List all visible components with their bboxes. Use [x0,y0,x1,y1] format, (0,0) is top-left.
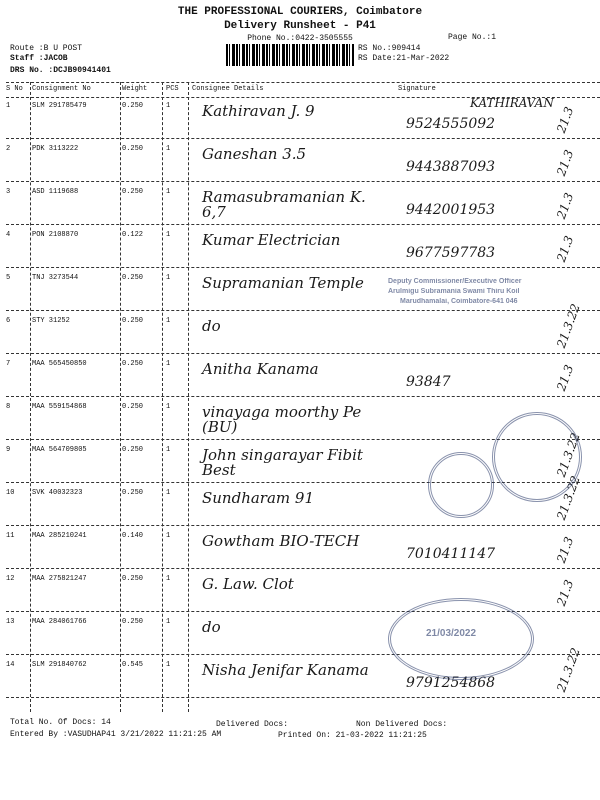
total-docs: Total No. Of Docs: 14 [10,718,111,727]
printed-on: Printed On: 21-03-2022 11:21:25 [278,731,427,740]
signature-phone: 9442001953 [406,202,496,218]
row-consignment: PDK 3113222 [32,145,79,153]
signature-phone: 9677597783 [406,245,496,261]
courier-seal [428,452,494,518]
row-weight: 0.250 [122,403,144,411]
circular-seal [492,412,582,502]
signature-phone: 9524555092 [406,116,496,132]
signature-phone: 93847 [406,374,451,390]
col-consignment: Consignment No [32,85,91,93]
phone-number: Phone No.:0422-3505555 [247,34,353,43]
consignee-handwriting: G. Law. Clot [202,575,294,593]
table-row [6,569,600,612]
page-number: Page No.:1 [448,33,497,42]
row-pcs: 1 [166,661,171,669]
consignee-handwriting: do [202,618,221,636]
seal-date: 21/03/2022 [426,628,477,639]
consignee-handwriting: Anitha Kanama [202,360,319,378]
row-sno: 4 [6,231,11,239]
row-weight: 0.250 [122,489,144,497]
row-consignment: MAA 284061766 [32,618,87,626]
row-sno: 3 [6,188,11,196]
delivery-date-handwriting: 21.3.22 [554,430,583,479]
table-row [6,139,600,182]
row-sno: 7 [6,360,11,368]
staff: Staff :JACOB [10,54,68,63]
temple-seal [388,598,534,680]
row-weight: 0.140 [122,532,144,540]
consignee-handwriting: Sundharam 91 [202,489,314,507]
table-row [6,96,600,139]
table-row [6,182,600,225]
row-weight: 0.250 [122,360,144,368]
signature-name: KATHIRAVAN [470,96,554,110]
row-pcs: 1 [166,102,171,110]
row-sno: 14 [6,661,15,669]
row-consignment: STY 31252 [32,317,70,325]
row-consignment: SLM 291785479 [32,102,87,110]
rs-number: RS No.:909414 [358,44,421,53]
row-sno: 1 [6,102,11,110]
row-sno: 8 [6,403,11,411]
row-pcs: 1 [166,274,171,282]
row-pcs: 1 [166,618,171,626]
row-pcs: 1 [166,446,171,454]
delivery-date-handwriting: 21.3 [554,147,577,178]
row-sno: 12 [6,575,15,583]
row-pcs: 1 [166,231,171,239]
non-delivered-docs: Non Delivered Docs: [356,720,448,729]
row-sno: 10 [6,489,15,497]
row-consignment: PON 2108870 [32,231,79,239]
deputy-stamp-line1: Deputy Commissioner/Executive Officer [388,278,522,285]
row-sno: 5 [6,274,11,282]
row-weight: 0.250 [122,274,144,282]
consignee-handwriting: Kathiravan J. 9 [202,102,315,120]
row-weight: 0.545 [122,661,144,669]
delivery-date-handwriting: 21.3.22 [554,473,583,522]
row-pcs: 1 [166,575,171,583]
row-weight: 0.250 [122,188,144,196]
row-consignment: MAA 565450850 [32,360,87,368]
row-weight: 0.250 [122,145,144,153]
table-row [6,526,600,569]
row-consignment: SLM 291840762 [32,661,87,669]
company-name: THE PROFESSIONAL COURIERS, Coimbatore [177,6,423,18]
entered-by: Entered By :VASUDHAP41 3/21/2022 11:21:25 AM [10,730,222,739]
consignee-handwriting: Nisha Jenifar Kanama [202,661,369,679]
delivery-date-handwriting: 21.3 [554,534,577,565]
row-consignment: MAA 275821247 [32,575,87,583]
row-consignment: ASD 1119688 [32,188,79,196]
consignee-handwriting: John singarayar Fibit Best [202,446,363,479]
consignee-handwriting: Ganeshan 3.5 [202,145,307,163]
delivery-date-handwriting: 21.3 [554,233,577,264]
row-weight: 0.250 [122,317,144,325]
consignee-handwriting: Gowtham BIO-TECH [202,532,360,550]
consignee-handwriting: vinayaga moorthy Pe (BU) [202,403,362,436]
delivery-date-handwriting: 21.3 [554,362,577,393]
consignee-handwriting: Kumar Electrician [202,231,341,249]
rs-date: RS Date:21-Mar-2022 [358,54,450,63]
row-consignment: MAA 564709805 [32,446,87,454]
delivery-date-handwriting: 21.3 [554,577,577,608]
table-row [6,225,600,268]
row-sno: 9 [6,446,11,454]
row-consignment: TNJ 3273544 [32,274,79,282]
row-pcs: 1 [166,317,171,325]
row-pcs: 1 [166,360,171,368]
row-pcs: 1 [166,188,171,196]
barcode [226,44,354,66]
row-weight: 0.122 [122,231,144,239]
delivery-date-handwriting: 21.3.22 [554,301,583,350]
col-sno: S No [6,85,23,93]
signature-phone: 9791254868 [406,675,496,691]
signature-phone: 9443887093 [406,159,496,175]
delivered-docs: Delivered Docs: [216,720,289,729]
row-pcs: 1 [166,532,171,540]
delivery-date-handwriting: 21.3 [554,190,577,221]
deputy-stamp-line3: Marudhamalai, Coimbatore-641 046 [400,298,518,305]
drs-number: DRS No. :DCJB90941401 [10,66,111,75]
row-sno: 13 [6,618,15,626]
deputy-stamp-line2: Arulmigu Subramania Swami Thiru Koil [388,288,520,295]
row-pcs: 1 [166,145,171,153]
row-consignment: MAA 285210241 [32,532,87,540]
table-row [6,354,600,397]
row-weight: 0.250 [122,618,144,626]
route: Route :B U POST [10,44,83,53]
delivery-date-handwriting: 21.3 [554,104,577,135]
row-pcs: 1 [166,489,171,497]
row-sno: 6 [6,317,11,325]
row-sno: 11 [6,532,15,540]
sheet-title: Delivery Runsheet - P41 [224,20,376,32]
delivery-date-handwriting: 21.3.22 [554,645,583,694]
row-consignment: MAA 559154868 [32,403,87,411]
row-weight: 0.250 [122,575,144,583]
col-pcs: PCS [166,85,179,93]
row-pcs: 1 [166,403,171,411]
consignee-handwriting: Ramasubramanian K. 6,7 [202,188,366,221]
row-consignment: SVK 40032323 [32,489,83,497]
row-weight: 0.250 [122,446,144,454]
consignee-handwriting: do [202,317,221,335]
col-weight: Weight [122,85,148,93]
consignee-handwriting: Supramanian Temple [202,274,364,292]
signature-phone: 7010411147 [406,546,496,562]
col-signature: Signature [398,85,436,93]
col-consignee: Consignee Details [192,85,264,93]
row-sno: 2 [6,145,11,153]
row-weight: 0.250 [122,102,144,110]
